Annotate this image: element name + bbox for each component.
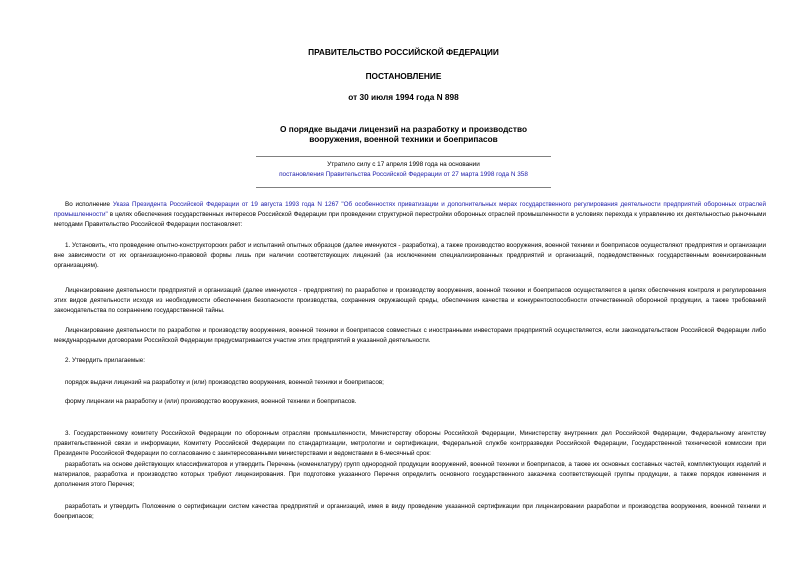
government-heading: ПРАВИТЕЛЬСТВО РОССИЙСКОЙ ФЕДЕРАЦИИ: [308, 47, 499, 57]
status-top-divider: [256, 156, 551, 157]
paragraph-3: 3. Государственному комитету Российской Федерации по оборонным отраслям промышленности, Министерству обороны Российской Федерации, Министерству внутренних дел Российской Федерации, Федеральному агентству правительственной связи и информации, Комитету Российской Федерации по стандартизации, метрологии и сертификации, Федеральной службе контрразведки Российской Федерации, Государственной технической комиссии при Президенте Российской Федерации по согласованию с заинтересованными министерствами и ведомствами в 6-месячный срок:: [54, 430, 766, 458]
preamble-lead: Во исполнение: [65, 201, 113, 208]
paragraph-joint-ventures: Лицензирование деятельности по разработке и производству вооружения, военной техники и боеприпасов совместных с иностранными инвесторами предприятий осуществляется, если законодательством Российской Федерации либо международными договорами Российской Федерации предусматривается участие этих предприятий в указанной деятельности.: [54, 327, 766, 345]
paragraph-2-item-form: форму лицензии на разработку и (или) производство вооружения, военной техники и боеприпасов.: [65, 398, 357, 405]
document-type-heading: ПОСТАНОВЛЕНИЕ: [365, 71, 442, 81]
paragraph-1: 1. Установить, что проведение опытно-конструкторских работ и испытаний опытных образцов (далее именуются - разработка), а также производство вооружения, военной техники и боеприпасов осуществляют предприятия и организации вне зависимости от их организационно-правовой формы лишь при наличии соответствующих лицензий (за исключением специализированных предприятий и организаций, подведомственных государственным военизированным организациям).: [54, 242, 766, 270]
paragraph-licensing: Лицензирование деятельности предприятий и организаций (далее именуются - предприятия) по разработке и производству вооружения, военной техники и боеприпасов осуществляется в целях обеспечения контроля и регулирования этих видов деятельности исходя из необходимости обеспечения безопасности производства, сохранения окружающей среды, обеспечения качества и конкурентоспособности отечественной оборонной продукции, а также требований законодательства по сохранению государственной тайны.: [54, 287, 766, 315]
decree-link[interactable]: Указа Президента Российской Федерации от 19 августа 1993 года N 1267 "Об особенностях приватизации и дополнительных мерах государственного регулирования деятельности предприятий оборонных отраслей промышленности": [54, 201, 767, 219]
paragraph-3-item-certification: разработать и утвердить Положение о сертификации систем качества предприятий и организаций, имея в виду проведение указанной сертификации при лицензировании разработки и производства вооружения, военной техники и боеприпасов;: [54, 503, 766, 521]
paragraph-3-item-list: разработать на основе действующих классификаторов и утвердить Перечень (номенклатуру) групп однородной продукции вооружений, военной техники и боеприпасов, а также их основных составных частей, комплектующих изделий и материалов, разработка и производство которых требуют лицензирования. При подготовке указанного Перечня определить основного государственного заказчика соответствующей группы продукции, а также порядок изменения и дополнения этого Перечня;: [54, 461, 766, 489]
status-note: Утратило силу с 17 апреля 1998 года на основании: [327, 161, 480, 168]
status-reference-link[interactable]: постановления Правительства Российской Федерации от 27 марта 1998 года N 358: [279, 171, 528, 178]
document-title-line-1: О порядке выдачи лицензий на разработку и производство: [279, 124, 528, 134]
preamble-rest: в целях обеспечения государственных интересов Российской Федерации при проведении структурной перестройки оборонных отраслей промышленности в условиях перехода к управлению их деятельностью рыночными методами Правительство Российской Федерации постановляет:: [54, 211, 766, 229]
date-number-heading: от 30 июля 1994 года N 898: [348, 92, 459, 102]
document-title: [0, 124, 807, 144]
paragraph-2-item-procedure: порядок выдачи лицензий на разработку и (или) производство вооружения, военной техники и боеприпасов;: [65, 379, 384, 386]
paragraph-preamble: [54, 200, 766, 231]
paragraph-2: 2. Утвердить прилагаемые:: [65, 357, 145, 364]
document-title-line-2: вооружения, военной техники и боеприпасов: [309, 134, 498, 144]
status-bottom-divider: [256, 187, 551, 188]
